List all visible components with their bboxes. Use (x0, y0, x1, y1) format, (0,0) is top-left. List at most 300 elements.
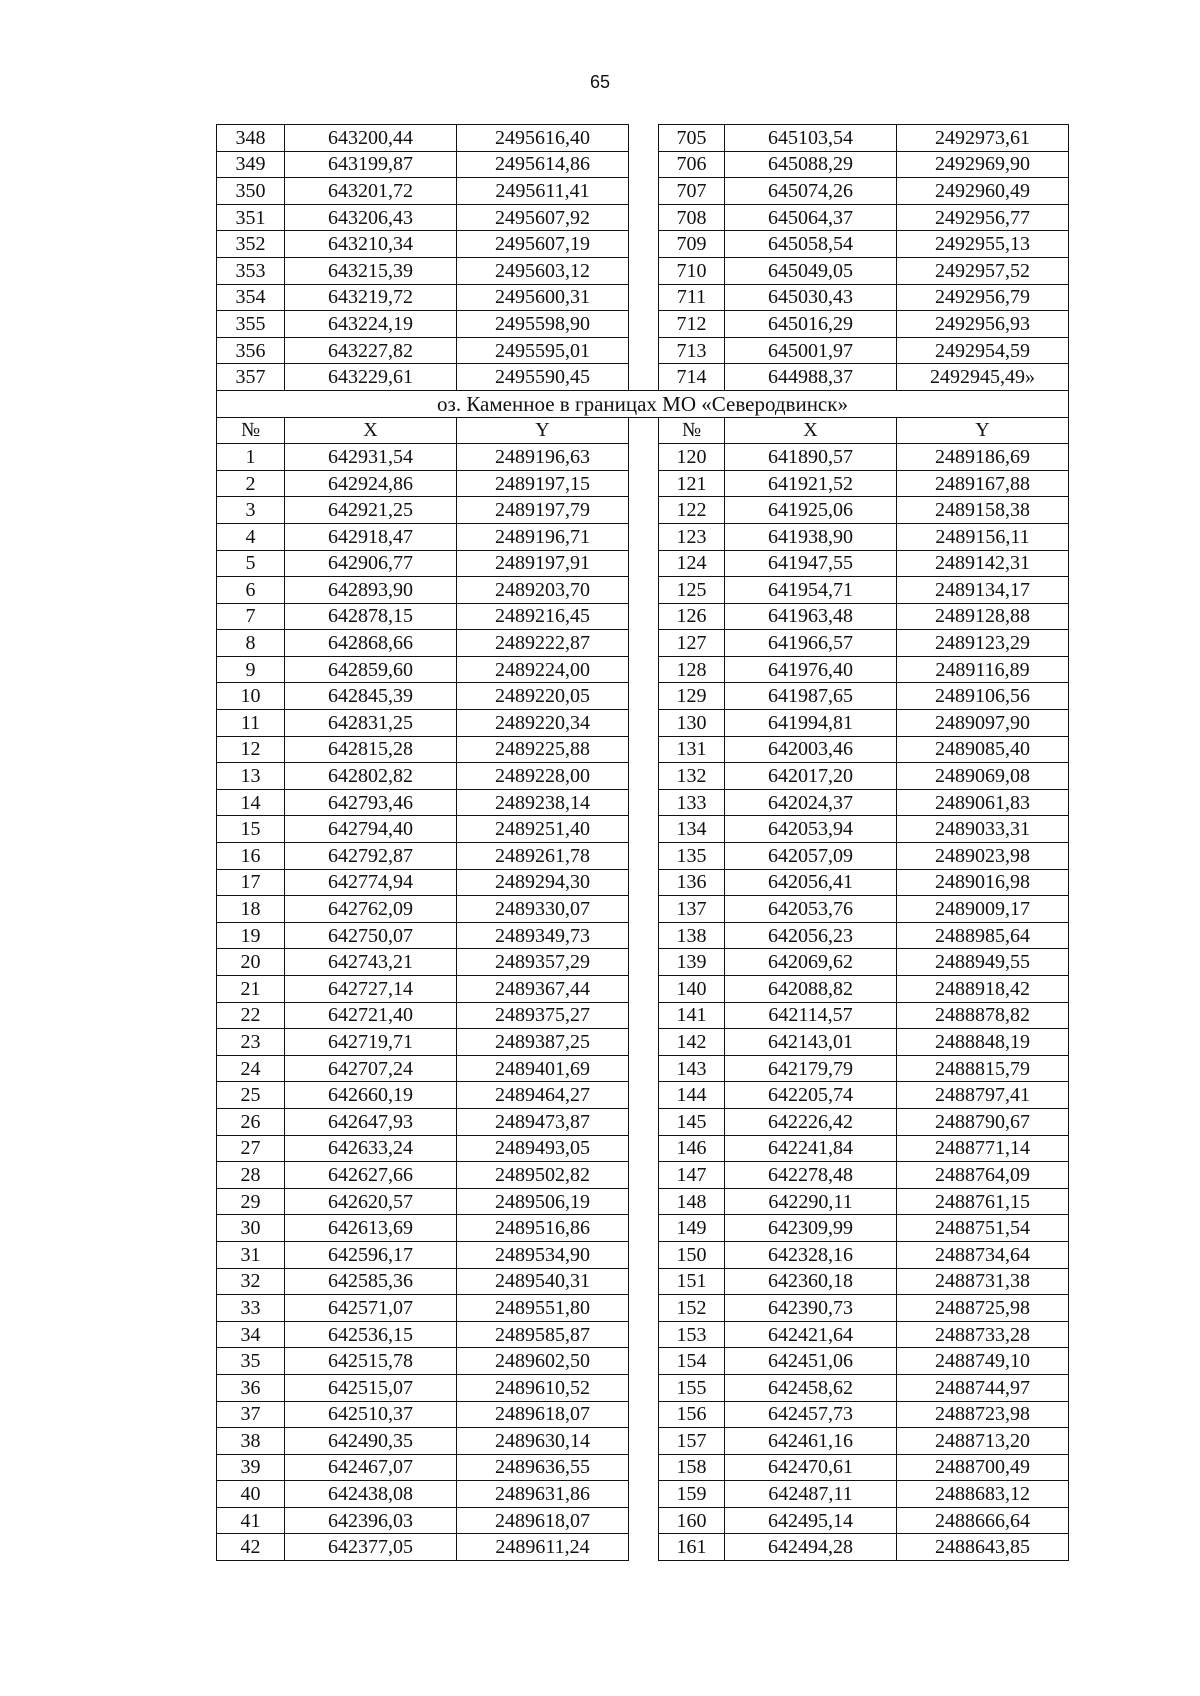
spacer-cell (629, 1055, 659, 1082)
x-coordinate-cell: 642878,15 (285, 603, 457, 630)
spacer-cell (629, 710, 659, 737)
spacer-cell (629, 1029, 659, 1056)
point-number-cell: 139 (659, 949, 725, 976)
spacer-cell (629, 1507, 659, 1534)
point-number-cell: 136 (659, 869, 725, 896)
y-coordinate-cell: 2489585,87 (457, 1321, 629, 1348)
x-coordinate-cell: 643200,44 (285, 125, 457, 152)
y-coordinate-cell: 2488725,98 (897, 1295, 1069, 1322)
table-row (217, 550, 1069, 577)
point-number-cell: 36 (217, 1374, 285, 1401)
table-row (217, 683, 1069, 710)
point-number-cell: 16 (217, 843, 285, 870)
x-coordinate-cell: 642421,64 (725, 1321, 897, 1348)
point-number-cell: 714 (659, 364, 725, 391)
point-number-cell: 2 (217, 470, 285, 497)
x-coordinate-cell: 642627,66 (285, 1162, 457, 1189)
point-number-cell: 27 (217, 1135, 285, 1162)
table-row (217, 364, 1069, 391)
point-number-cell: 351 (217, 204, 285, 231)
point-number-cell: 712 (659, 311, 725, 338)
x-coordinate-cell: 642620,57 (285, 1188, 457, 1215)
x-coordinate-cell: 642003,46 (725, 736, 897, 763)
table-row (217, 470, 1069, 497)
y-coordinate-cell: 2488683,12 (897, 1481, 1069, 1508)
x-coordinate-cell: 642438,08 (285, 1481, 457, 1508)
x-coordinate-cell: 645030,43 (725, 284, 897, 311)
x-coordinate-cell: 642845,39 (285, 683, 457, 710)
spacer-cell (629, 257, 659, 284)
y-coordinate-cell: 2489228,00 (457, 763, 629, 790)
spacer-cell (629, 311, 659, 338)
table-row (217, 603, 1069, 630)
x-coordinate-cell: 642057,09 (725, 843, 897, 870)
x-coordinate-cell: 642069,62 (725, 949, 897, 976)
y-coordinate-cell: 2489636,55 (457, 1454, 629, 1481)
x-coordinate-cell: 642024,37 (725, 789, 897, 816)
y-coordinate-cell: 2489216,45 (457, 603, 629, 630)
y-coordinate-cell: 2488797,41 (897, 1082, 1069, 1109)
y-coordinate-cell: 2489631,86 (457, 1481, 629, 1508)
y-coordinate-cell: 2488815,79 (897, 1055, 1069, 1082)
x-coordinate-cell: 642536,15 (285, 1321, 457, 1348)
x-coordinate-cell: 641890,57 (725, 444, 897, 471)
point-number-cell: 37 (217, 1401, 285, 1428)
x-coordinate-cell: 641954,71 (725, 577, 897, 604)
point-number-cell: 30 (217, 1215, 285, 1242)
y-coordinate-cell: 2488764,09 (897, 1162, 1069, 1189)
x-coordinate-cell: 642792,87 (285, 843, 457, 870)
spacer-cell (629, 470, 659, 497)
point-number-cell: 354 (217, 284, 285, 311)
x-coordinate-cell: 642596,17 (285, 1241, 457, 1268)
y-coordinate-cell: 2489156,11 (897, 523, 1069, 550)
y-coordinate-cell: 2489097,90 (897, 710, 1069, 737)
y-coordinate-cell: 2489551,80 (457, 1295, 629, 1322)
x-coordinate-cell: 642328,16 (725, 1241, 897, 1268)
x-coordinate-cell: 642056,41 (725, 869, 897, 896)
point-number-cell: 148 (659, 1188, 725, 1215)
y-coordinate-cell: 2489085,40 (897, 736, 1069, 763)
spacer-cell (629, 1348, 659, 1375)
point-number-cell: 134 (659, 816, 725, 843)
y-coordinate-cell: 2489611,24 (457, 1534, 629, 1561)
x-coordinate-cell: 642633,24 (285, 1135, 457, 1162)
coordinates-table (216, 124, 1069, 1561)
x-coordinate-cell: 642515,78 (285, 1348, 457, 1375)
x-coordinate-cell: 642931,54 (285, 444, 457, 471)
point-number-cell: 155 (659, 1374, 725, 1401)
table-row (217, 1029, 1069, 1056)
y-coordinate-cell: 2495603,12 (457, 257, 629, 284)
table-row (217, 630, 1069, 657)
x-coordinate-cell: 641925,06 (725, 497, 897, 524)
x-coordinate-cell: 643215,39 (285, 257, 457, 284)
y-coordinate-cell: 2488734,64 (897, 1241, 1069, 1268)
y-coordinate-cell: 2489186,69 (897, 444, 1069, 471)
x-coordinate-cell: 642056,23 (725, 922, 897, 949)
point-number-cell: 4 (217, 523, 285, 550)
table-row (217, 231, 1069, 258)
y-coordinate-cell: 2489116,89 (897, 656, 1069, 683)
point-number-cell: 353 (217, 257, 285, 284)
spacer-cell (629, 976, 659, 1003)
point-number-cell: 12 (217, 736, 285, 763)
x-coordinate-cell: 645049,05 (725, 257, 897, 284)
y-coordinate-cell: 2489502,82 (457, 1162, 629, 1189)
x-coordinate-cell: 641987,65 (725, 683, 897, 710)
table-row (217, 710, 1069, 737)
x-coordinate-cell: 642613,69 (285, 1215, 457, 1242)
y-coordinate-cell: 2495614,86 (457, 151, 629, 178)
y-coordinate-cell: 2488751,54 (897, 1215, 1069, 1242)
y-coordinate-cell: 2489261,78 (457, 843, 629, 870)
x-coordinate-cell: 642743,21 (285, 949, 457, 976)
x-coordinate-cell: 642571,07 (285, 1295, 457, 1322)
x-coordinate-cell: 642377,05 (285, 1534, 457, 1561)
y-coordinate-cell: 2489367,44 (457, 976, 629, 1003)
x-coordinate-cell: 642088,82 (725, 976, 897, 1003)
y-coordinate-cell: 2489023,98 (897, 843, 1069, 870)
spacer-cell (629, 1241, 659, 1268)
point-number-cell: 3 (217, 497, 285, 524)
spacer-cell (629, 125, 659, 152)
point-number-cell: 5 (217, 550, 285, 577)
spacer-cell (629, 683, 659, 710)
point-number-cell: 138 (659, 922, 725, 949)
y-coordinate-cell: 2488790,67 (897, 1108, 1069, 1135)
y-coordinate-cell: 2495595,01 (457, 337, 629, 364)
y-coordinate-cell: 2489158,38 (897, 497, 1069, 524)
x-coordinate-cell: 645058,54 (725, 231, 897, 258)
y-coordinate-cell: 2492945,49» (897, 364, 1069, 391)
table-row (217, 1002, 1069, 1029)
point-number-cell: 708 (659, 204, 725, 231)
x-coordinate-cell: 642707,24 (285, 1055, 457, 1082)
y-coordinate-cell: 2488744,97 (897, 1374, 1069, 1401)
y-coordinate-cell: 2495616,40 (457, 125, 629, 152)
y-coordinate-cell: 2489516,86 (457, 1215, 629, 1242)
x-coordinate-cell: 642487,11 (725, 1481, 897, 1508)
x-coordinate-cell: 642143,01 (725, 1029, 897, 1056)
x-coordinate-cell: 642461,16 (725, 1428, 897, 1455)
point-number-cell: 154 (659, 1348, 725, 1375)
point-number-cell: 10 (217, 683, 285, 710)
table-row (217, 337, 1069, 364)
spacer-cell (629, 656, 659, 683)
point-number-cell: 129 (659, 683, 725, 710)
x-coordinate-cell: 642918,47 (285, 523, 457, 550)
point-number-cell: 32 (217, 1268, 285, 1295)
table-row (217, 922, 1069, 949)
spacer-cell (629, 1481, 659, 1508)
x-coordinate-cell: 642647,93 (285, 1108, 457, 1135)
point-number-cell: 7 (217, 603, 285, 630)
point-number-cell: 11 (217, 710, 285, 737)
x-coordinate-cell: 642660,19 (285, 1082, 457, 1109)
x-coordinate-cell: 642859,60 (285, 656, 457, 683)
y-coordinate-cell: 2489602,50 (457, 1348, 629, 1375)
point-number-cell: 23 (217, 1029, 285, 1056)
point-number-cell: 21 (217, 976, 285, 1003)
x-coordinate-cell: 643227,82 (285, 337, 457, 364)
y-coordinate-cell: 2495607,19 (457, 231, 629, 258)
spacer-cell (629, 550, 659, 577)
point-number-cell: 19 (217, 922, 285, 949)
x-coordinate-cell: 643206,43 (285, 204, 457, 231)
spacer-cell (629, 789, 659, 816)
spacer-cell (629, 1108, 659, 1135)
spacer-cell (629, 843, 659, 870)
y-coordinate-cell: 2488731,38 (897, 1268, 1069, 1295)
point-number-cell: 131 (659, 736, 725, 763)
point-number-cell: 24 (217, 1055, 285, 1082)
spacer-cell (629, 1401, 659, 1428)
table-row (217, 125, 1069, 152)
y-coordinate-cell: 2488848,19 (897, 1029, 1069, 1056)
x-coordinate-cell: 643201,72 (285, 178, 457, 205)
y-coordinate-cell: 2489349,73 (457, 922, 629, 949)
x-coordinate-cell: 642906,77 (285, 550, 457, 577)
point-number-cell: 39 (217, 1454, 285, 1481)
y-coordinate-cell: 2495598,90 (457, 311, 629, 338)
x-coordinate-cell: 645064,37 (725, 204, 897, 231)
point-number-cell: 127 (659, 630, 725, 657)
x-coordinate-cell: 643199,87 (285, 151, 457, 178)
table-row (217, 257, 1069, 284)
spacer-cell (629, 1002, 659, 1029)
point-number-cell: 130 (659, 710, 725, 737)
point-number-cell: 357 (217, 364, 285, 391)
y-coordinate-cell: 2495611,41 (457, 178, 629, 205)
x-coordinate-cell: 643219,72 (285, 284, 457, 311)
y-coordinate-cell: 2489610,52 (457, 1374, 629, 1401)
point-number-cell: 158 (659, 1454, 725, 1481)
spacer-cell (629, 1428, 659, 1455)
table-row (217, 1162, 1069, 1189)
table-row (217, 1108, 1069, 1135)
point-number-cell: 710 (659, 257, 725, 284)
x-coordinate-cell: 642831,25 (285, 710, 457, 737)
point-number-cell: 160 (659, 1507, 725, 1534)
spacer-cell (629, 178, 659, 205)
spacer-cell (629, 417, 659, 444)
point-number-cell: 14 (217, 789, 285, 816)
point-number-cell: 18 (217, 896, 285, 923)
y-coordinate-cell: 2492969,90 (897, 151, 1069, 178)
y-coordinate-cell: 2492973,61 (897, 125, 1069, 152)
y-coordinate-cell: 2489033,31 (897, 816, 1069, 843)
table-row (217, 869, 1069, 896)
point-number-cell: 161 (659, 1534, 725, 1561)
table-row (217, 1401, 1069, 1428)
point-number-cell: 8 (217, 630, 285, 657)
y-coordinate-cell: 2489196,71 (457, 523, 629, 550)
y-coordinate-cell: 2489203,70 (457, 577, 629, 604)
table-row (217, 1055, 1069, 1082)
spacer-cell (629, 816, 659, 843)
y-coordinate-cell: 2488713,20 (897, 1428, 1069, 1455)
point-number-cell: 41 (217, 1507, 285, 1534)
x-coordinate-cell: 642494,28 (725, 1534, 897, 1561)
spacer-cell (629, 204, 659, 231)
point-number-cell: 352 (217, 231, 285, 258)
point-number-cell: 150 (659, 1241, 725, 1268)
point-number-cell: 348 (217, 125, 285, 152)
table-row (217, 843, 1069, 870)
spacer-cell (629, 603, 659, 630)
x-coordinate-cell: 643224,19 (285, 311, 457, 338)
point-number-cell: 25 (217, 1082, 285, 1109)
y-coordinate-cell: 2492956,77 (897, 204, 1069, 231)
y-coordinate-cell: 2489167,88 (897, 470, 1069, 497)
point-number-cell: 144 (659, 1082, 725, 1109)
y-coordinate-cell: 2489534,90 (457, 1241, 629, 1268)
table-row (217, 577, 1069, 604)
y-coordinate-cell: 2495590,45 (457, 364, 629, 391)
spacer-cell (629, 231, 659, 258)
spacer-cell (629, 1082, 659, 1109)
x-coordinate-cell: 643229,61 (285, 364, 457, 391)
spacer-cell (629, 1321, 659, 1348)
x-coordinate-cell: 645103,54 (725, 125, 897, 152)
point-number-cell: 153 (659, 1321, 725, 1348)
point-number-cell: 122 (659, 497, 725, 524)
point-number-cell: 6 (217, 577, 285, 604)
column-header-number: № (659, 417, 725, 444)
column-header-x: X (725, 417, 897, 444)
y-coordinate-cell: 2488949,55 (897, 949, 1069, 976)
spacer-cell (629, 1188, 659, 1215)
spacer-cell (629, 1295, 659, 1322)
table-row (217, 789, 1069, 816)
x-coordinate-cell: 642921,25 (285, 497, 457, 524)
x-coordinate-cell: 645016,29 (725, 311, 897, 338)
point-number-cell: 713 (659, 337, 725, 364)
spacer-cell (629, 630, 659, 657)
x-coordinate-cell: 645088,29 (725, 151, 897, 178)
point-number-cell: 42 (217, 1534, 285, 1561)
point-number-cell: 147 (659, 1162, 725, 1189)
x-coordinate-cell: 642390,73 (725, 1295, 897, 1322)
point-number-cell: 137 (659, 896, 725, 923)
spacer-cell (629, 1135, 659, 1162)
table-row (217, 151, 1069, 178)
point-number-cell: 1 (217, 444, 285, 471)
point-number-cell: 132 (659, 763, 725, 790)
point-number-cell: 34 (217, 1321, 285, 1348)
x-coordinate-cell: 642802,82 (285, 763, 457, 790)
y-coordinate-cell: 2489142,31 (897, 550, 1069, 577)
table-row (217, 1082, 1069, 1109)
y-coordinate-cell: 2488723,98 (897, 1401, 1069, 1428)
section-title-row (217, 390, 1069, 417)
y-coordinate-cell: 2489069,08 (897, 763, 1069, 790)
spacer-cell (629, 1374, 659, 1401)
y-coordinate-cell: 2488771,14 (897, 1135, 1069, 1162)
spacer-cell (629, 1162, 659, 1189)
spacer-cell (629, 577, 659, 604)
table-row (217, 444, 1069, 471)
table-row (217, 284, 1069, 311)
section-title: оз. Каменное в границах МО «Северодвинск» (217, 390, 1069, 417)
point-number-cell: 152 (659, 1295, 725, 1322)
x-coordinate-cell: 642774,94 (285, 869, 457, 896)
y-coordinate-cell: 2488761,15 (897, 1188, 1069, 1215)
point-number-cell: 29 (217, 1188, 285, 1215)
y-coordinate-cell: 2492954,59 (897, 337, 1069, 364)
table-row (217, 1374, 1069, 1401)
x-coordinate-cell: 642490,35 (285, 1428, 457, 1455)
y-coordinate-cell: 2489134,17 (897, 577, 1069, 604)
point-number-cell: 141 (659, 1002, 725, 1029)
y-coordinate-cell: 2492956,93 (897, 311, 1069, 338)
x-coordinate-cell: 641994,81 (725, 710, 897, 737)
y-coordinate-cell: 2488749,10 (897, 1348, 1069, 1375)
point-number-cell: 349 (217, 151, 285, 178)
table-row (217, 204, 1069, 231)
x-coordinate-cell: 642360,18 (725, 1268, 897, 1295)
x-coordinate-cell: 642470,61 (725, 1454, 897, 1481)
spacer-cell (629, 337, 659, 364)
y-coordinate-cell: 2492957,52 (897, 257, 1069, 284)
x-coordinate-cell: 642750,07 (285, 922, 457, 949)
table-row (217, 1215, 1069, 1242)
y-coordinate-cell: 2488878,82 (897, 1002, 1069, 1029)
point-number-cell: 128 (659, 656, 725, 683)
point-number-cell: 26 (217, 1108, 285, 1135)
x-coordinate-cell: 641976,40 (725, 656, 897, 683)
x-coordinate-cell: 642793,46 (285, 789, 457, 816)
point-number-cell: 151 (659, 1268, 725, 1295)
point-number-cell: 133 (659, 789, 725, 816)
point-number-cell: 9 (217, 656, 285, 683)
table-row (217, 656, 1069, 683)
column-header-y: Y (457, 417, 629, 444)
point-number-cell: 143 (659, 1055, 725, 1082)
y-coordinate-cell: 2495600,31 (457, 284, 629, 311)
spacer-cell (629, 763, 659, 790)
table-row (217, 896, 1069, 923)
x-coordinate-cell: 641966,57 (725, 630, 897, 657)
x-coordinate-cell: 642179,79 (725, 1055, 897, 1082)
x-coordinate-cell: 642458,62 (725, 1374, 897, 1401)
x-coordinate-cell: 642451,06 (725, 1348, 897, 1375)
x-coordinate-cell: 644988,37 (725, 364, 897, 391)
table-row (217, 1135, 1069, 1162)
table-row (217, 1507, 1069, 1534)
y-coordinate-cell: 2489220,05 (457, 683, 629, 710)
x-coordinate-cell: 642290,11 (725, 1188, 897, 1215)
table-row (217, 1188, 1069, 1215)
x-coordinate-cell: 642053,76 (725, 896, 897, 923)
y-coordinate-cell: 2488918,42 (897, 976, 1069, 1003)
point-number-cell: 350 (217, 178, 285, 205)
table-row (217, 523, 1069, 550)
table-row (217, 763, 1069, 790)
point-number-cell: 126 (659, 603, 725, 630)
x-coordinate-cell: 645074,26 (725, 178, 897, 205)
point-number-cell: 711 (659, 284, 725, 311)
x-coordinate-cell: 642278,48 (725, 1162, 897, 1189)
table-row (217, 311, 1069, 338)
x-coordinate-cell: 641938,90 (725, 523, 897, 550)
spacer-cell (629, 284, 659, 311)
x-coordinate-cell: 642017,20 (725, 763, 897, 790)
y-coordinate-cell: 2489375,27 (457, 1002, 629, 1029)
spacer-cell (629, 896, 659, 923)
y-coordinate-cell: 2489016,98 (897, 869, 1069, 896)
